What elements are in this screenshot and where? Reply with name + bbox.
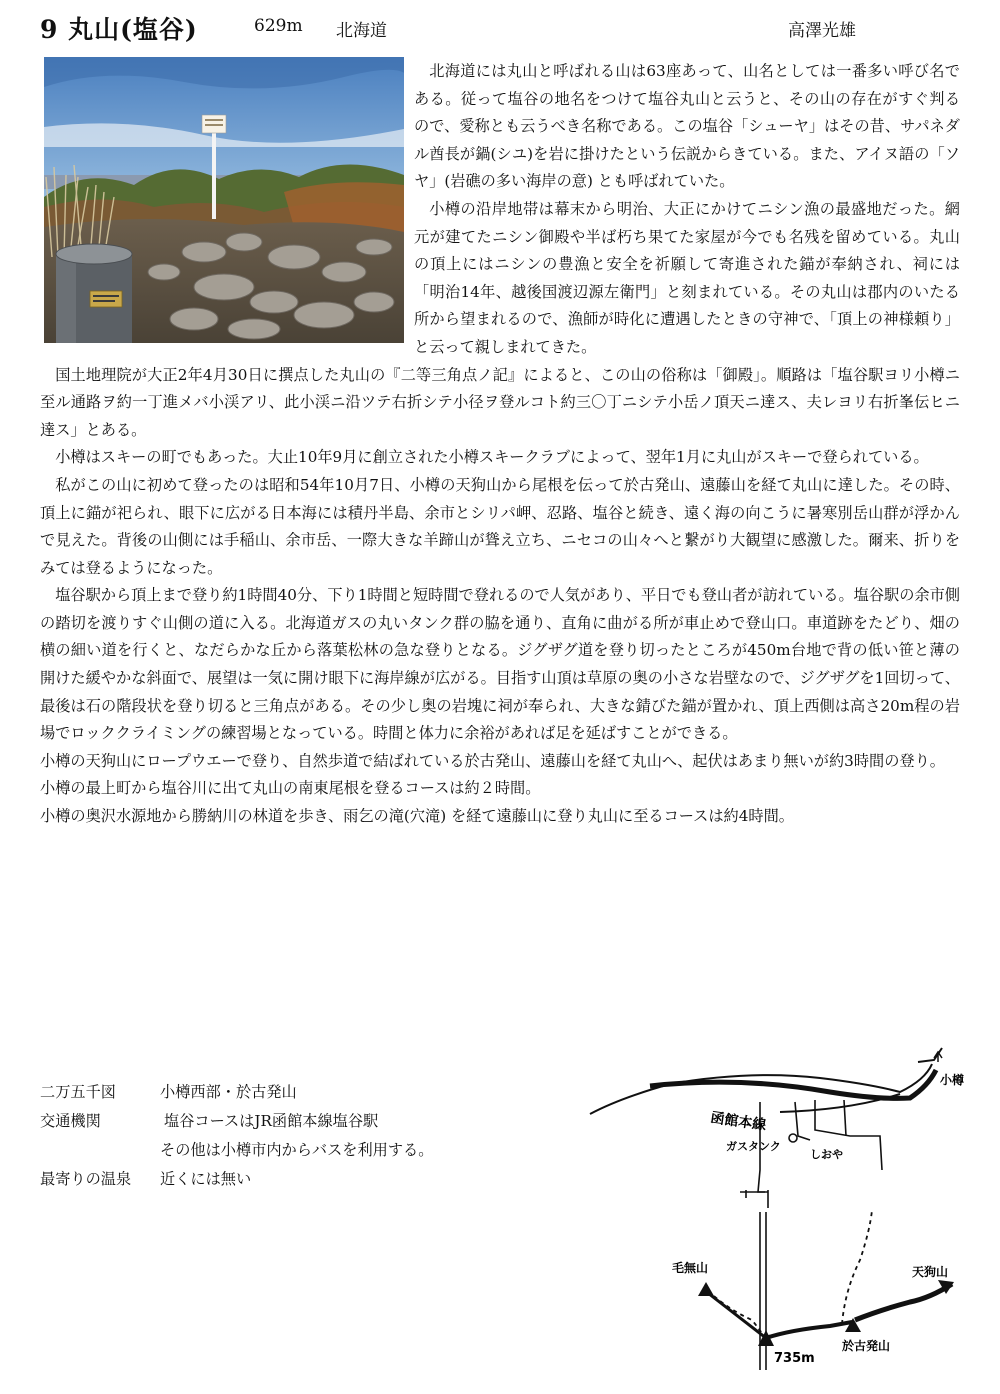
paragraph-route-okusawa: 小樽の奥沢水源地から勝納川の林道を歩き、雨乞の滝(穴滝) を経て遠藤山に登り丸山に至るコースは約4時間。 — [40, 807, 794, 826]
info-map-label: 二万五千図 — [40, 1083, 116, 1101]
info-onsen-label: 最寄りの温泉 — [40, 1170, 132, 1188]
paragraph-first-ascent: 私がこの山に初めて登ったのは昭和54年10月7日、小樽の天狗山から尾根を伝って於古発山、遠藤山を経て丸山に達した。その時、頂上に錨が祀られ、眼下に広がる日本海には積丹半島、余市とシリパ岬、忍路、塩谷と続き、遠く海の向こうに暑寒別岳山群が浮かんで見えた。背後の山側には手稲山、余市岳、一際大きな羊蹄山が聳え立ち、ニセコの山々へと繋がり大観望に感激した。爾来、折りをみては登るようになった。 — [40, 475, 961, 577]
region-label: 北海道 — [336, 21, 387, 41]
map-label-gas-tank: ガスタンク — [726, 1140, 781, 1153]
info-transport-value-1: 塩谷コースはJR函館本線塩谷駅 — [164, 1112, 379, 1130]
elevation-label: 629m — [254, 16, 303, 36]
info-map-value: 小樽西部・於古発山 — [160, 1083, 297, 1101]
author-name: 高澤光雄 — [788, 21, 856, 41]
info-row-onsen — [40, 1165, 560, 1194]
map-label-otaru: 小樽 — [940, 1073, 965, 1087]
info-transport-value-2: その他は小樽市内からバスを利用する。 — [160, 1141, 434, 1159]
paragraph-route-tengu: 小樽の天狗山にロープウエーで登り、自然歩道で結ばれている於古発山、遠藤山を経て丸山へ、起伏はあまり無いが約3時間の登り。 — [40, 751, 945, 770]
info-row-map — [40, 1078, 560, 1107]
coastline-road — [590, 1064, 932, 1114]
page-header — [40, 10, 960, 46]
paragraph-herring-history: 小樽の沿岸地帯は幕末から明治、大正にかけてニシン漁の最盛地だった。網元が建てたニシン御殿や半ば朽ち果てた家屋が今でも名残を留めている。丸山の頂上にはニシンの豊漁と安全を祈願して寄進された錨が奉納され、祠には「明治14年、越後国渡辺源左衛門」と刻まれている。その丸山は郡内のいたる所から望まれるので、漁師が時化に遭遇したときの守神で、「頂上の神様頼り」と云って親しまれてきた。 — [414, 199, 960, 356]
map-label-okobachi: 於古発山 — [842, 1339, 891, 1353]
dashed-trails — [714, 1210, 872, 1338]
map-label-shioya: しおや — [810, 1148, 843, 1161]
paragraph-survey-record: 国土地理院が大正2年4月30日に撰点した丸山の『二等三角点ノ記』によると、この山の俗称は「御殿」。順路は「塩谷駅ヨリ小樽ニ至ル通路ヲ約一丁進メバ小渓アリ、此小渓ニ沿ツテ右折シテ小径ヲ登ルコト約三〇丁ニシテ小岳ノ頂天ニ達ス、夫レヨリ右折峯伝ヒニ達ス」とある。 — [40, 365, 960, 439]
map-label-tenguyama: 天狗山 — [912, 1265, 949, 1279]
paragraph-route-shioya: 塩谷駅から頂上まで登り約1時間40分、下り1時間と短時間で登れるので人気があり、平日でも登山者が訪れている。塩谷駅の余市側の踏切を渡りすぐ山側の道に入る。北海道ガスの丸いタンク群の脇を通り、直角に曲がる所が車止めで登山口。車道跡をたどり、畑の横の細い道を行くと、なだらかな丘から落葉松林の急な登りとなる。ジグザグ道を登り切ったところが450m台地で背の低い笹と薄の開けた緩やかな斜面で、展望は一気に開け眼下に海岸線が広がる。目指す山頂は草原の奥の小さな岩壁なので、ジグザグを1回切って、最後は石の階段状を登り切ると三角点がある。その少し奥の岩塊に祠が奉られ、大きな錆びた錨が置かれ、頂上西側は高さ20m程の岩場でロッククライミングの練習場となっている。時間と体力に余裕があれば足を延ばすことができる。 — [40, 586, 960, 743]
info-onsen-value: 近くには無い — [160, 1170, 252, 1188]
paragraph-name-origin: 北海道には丸山と呼ばれる山は63座あって、山名としては一番多い呼び名である。従って塩谷の地名をつけて塩谷丸山と云うと、その山の存在がすぐ判るので、愛称とも云うべき名称である。この塩谷「シューヤ」はその昔、サパネダル酋長が鍋(シユ)を岩に掛けたという伝説からきている。また、アイヌ語の「ソヤ」(岩礁の多い海岸の意) とも呼ばれていた。 — [414, 62, 960, 191]
map-label-railway: 函館本線 — [709, 1110, 768, 1134]
route-map — [580, 1040, 980, 1390]
info-transport-label: 交通機関 — [40, 1112, 101, 1130]
page-title: 9 丸山(塩谷) — [40, 15, 198, 44]
map-label-peak-elevation: 735m — [774, 1351, 815, 1366]
map-label-mokuroyama: 毛無山 — [672, 1261, 709, 1275]
info-row-transport-2 — [40, 1136, 560, 1165]
paragraph-route-mogami: 小樽の最上町から塩谷川に出て丸山の南東尾根を登るコースは約２時間。 — [40, 779, 541, 798]
info-section — [40, 1078, 560, 1194]
info-row-transport — [40, 1107, 560, 1136]
article-body — [40, 58, 960, 831]
paragraph-ski-history: 小樽はスキーの町でもあった。大止10年9月に創立された小樽スキークラブによって、翌年1月に丸山がスキーで登られている。 — [55, 448, 929, 467]
